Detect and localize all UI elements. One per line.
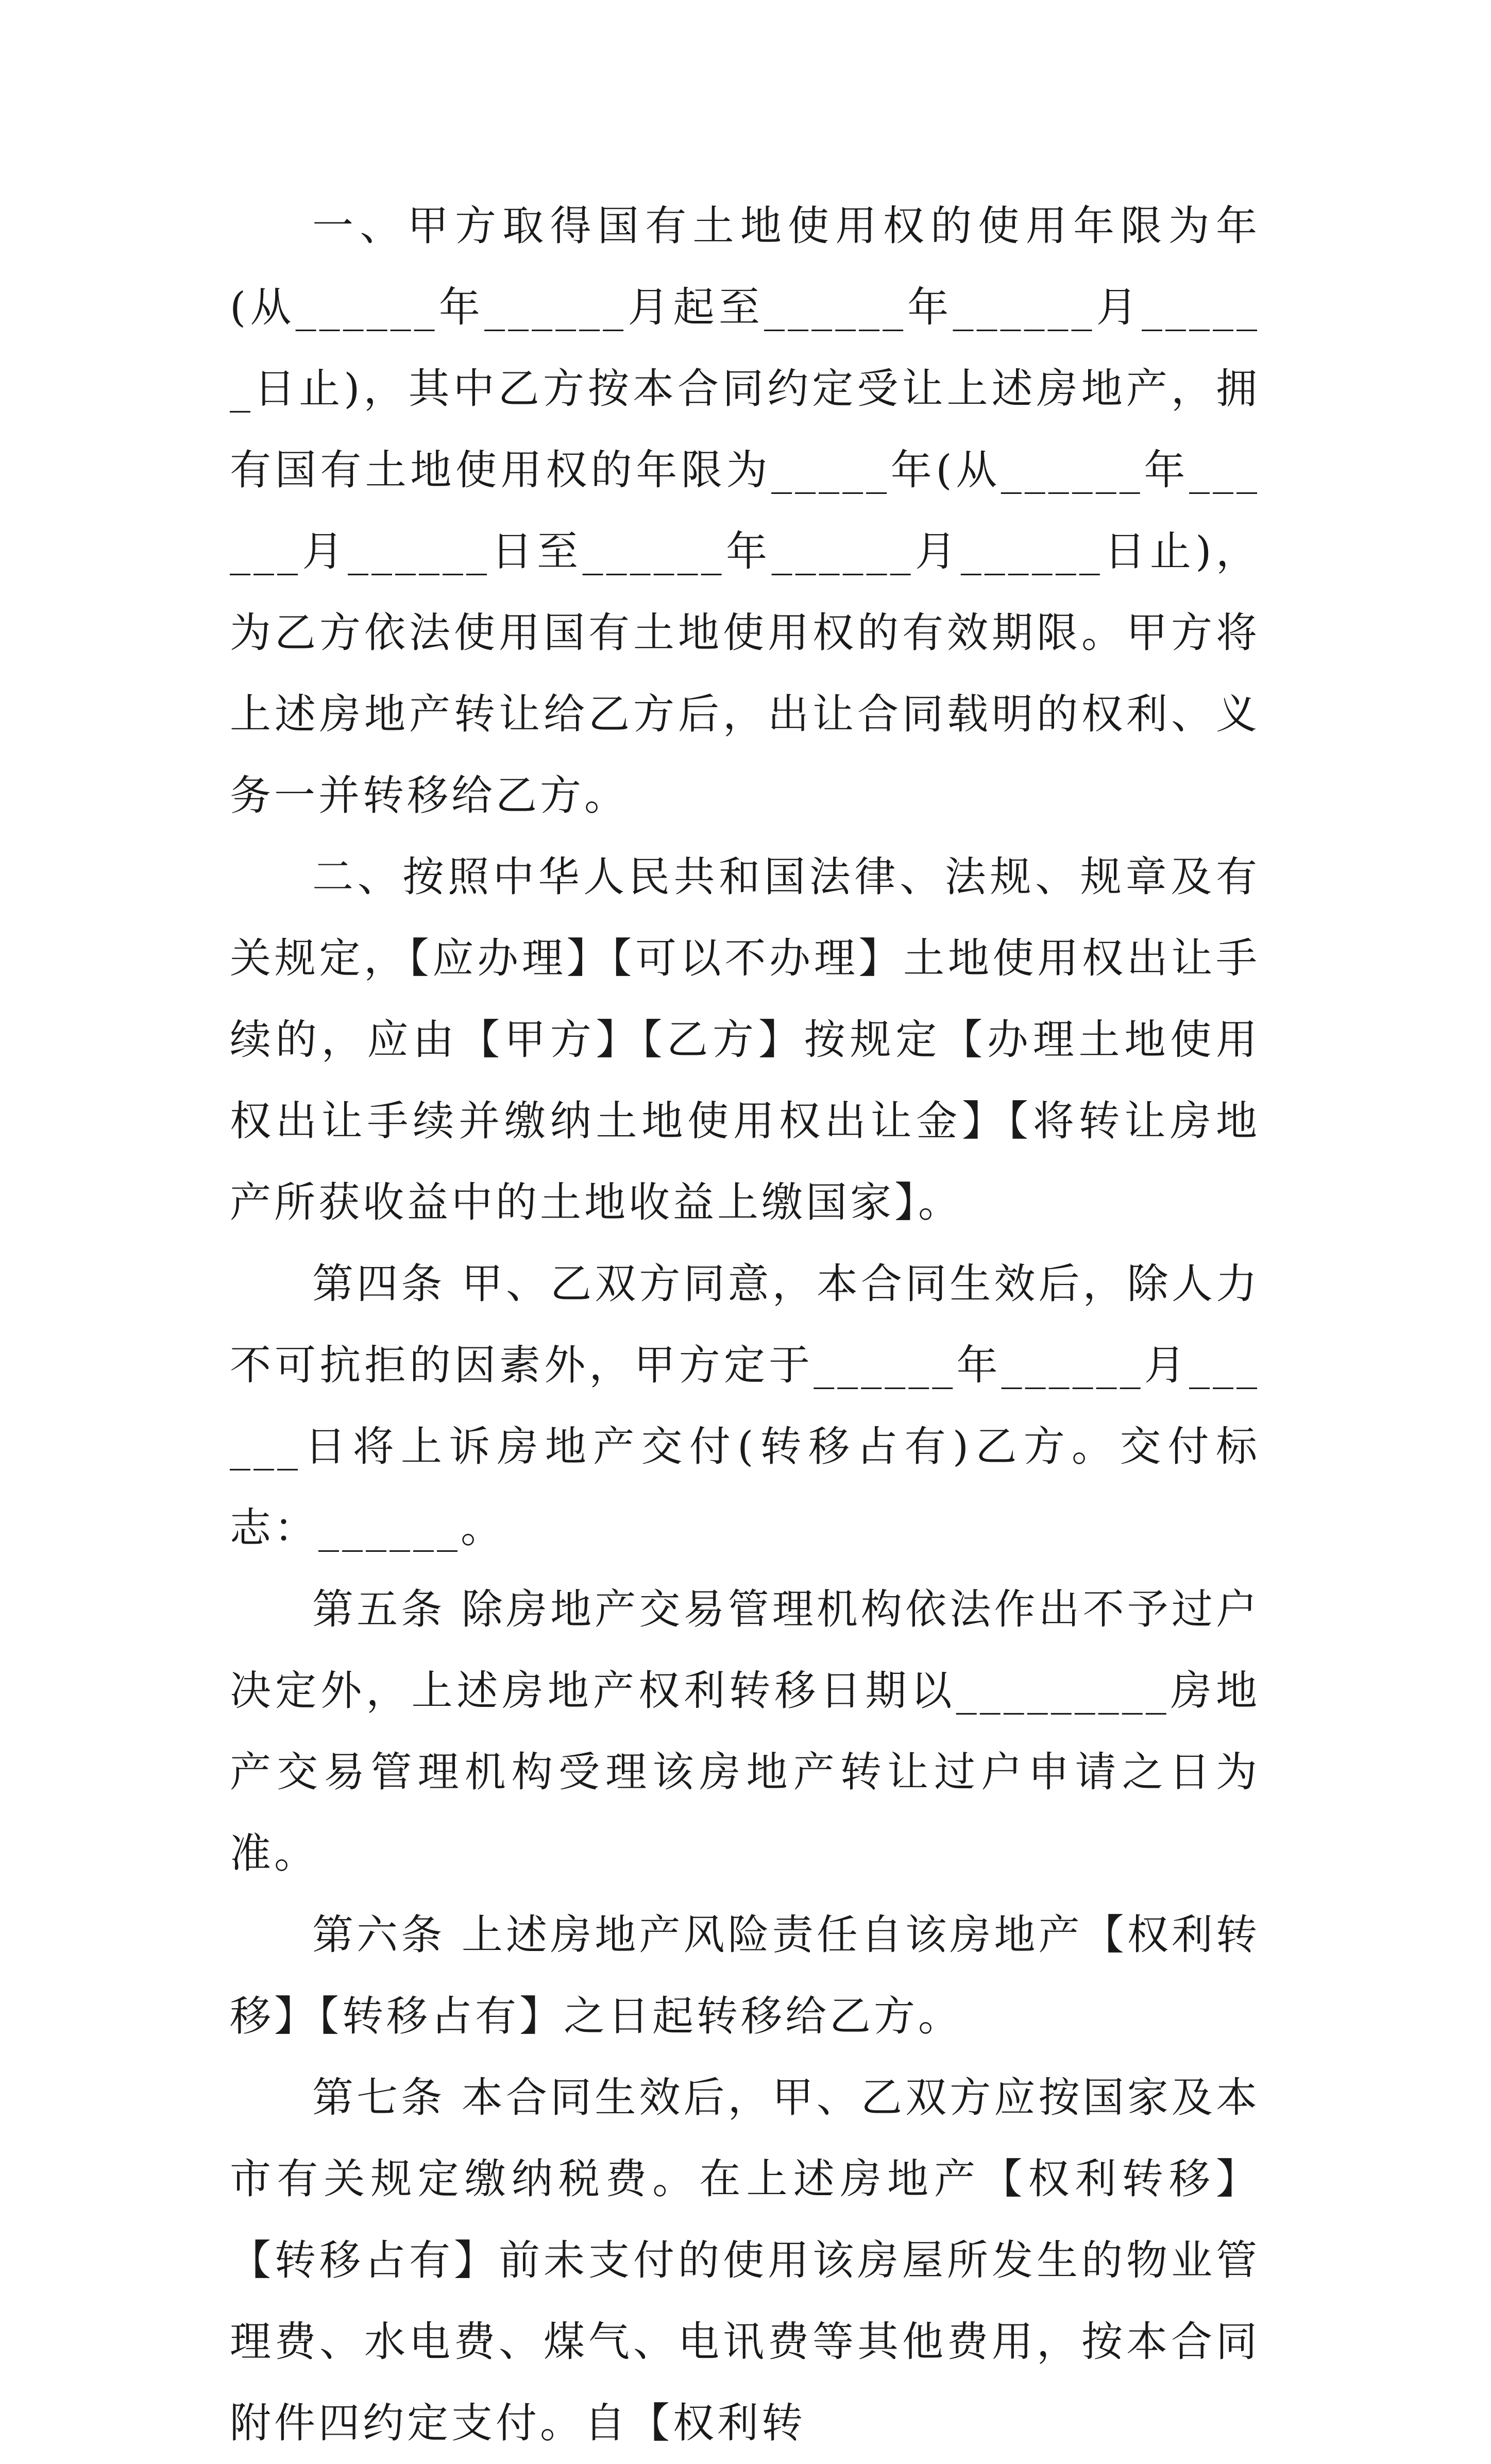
document-body xyxy=(230,185,1260,2464)
paragraph-article-5-transfer-date: 第五条 除房地产交易管理机构依法作出不予过户决定外，上述房地产权利转移日期以_________房地产交易管理机构受理该房地产转让过户申请之日为准。 xyxy=(230,1585,1260,1877)
paragraph-article-4-delivery: 第四条 甲、乙双方同意，本合同生效后，除人力不可抗拒的因素外，甲方定于______年______月______日将上诉房地产交付(转移占有)乙方。交付标志：______。 xyxy=(230,1260,1260,1552)
paragraph-transfer-procedures: 二、按照中华人民共和国法律、法规、规章及有关规定，【应办理】【可以不办理】土地使用权出让手续的，应由【甲方】【乙方】按规定【办理土地使用权出让手续并缴纳土地使用权出让金】【将转让房地产所获收益中的土地收益上缴国家】。 xyxy=(230,853,1260,1226)
paragraph-article-7-taxes: 第七条 本合同生效后，甲、乙双方应按国家及本市有关规定缴纳税费。在上述房地产【权利转移】【转移占有】前未支付的使用该房屋所发生的物业管理费、水电费、煤气、电讯费等其他费用，按本合同附件四约定支付。自【权利转 xyxy=(230,2074,1260,2447)
paragraph-land-use-term: 一、甲方取得国有土地使用权的使用年限为年(从______年______月起至______年______月______日止)，其中乙方按本合同约定受让上述房地产，拥有国有土地使用权的年限为_____年(从______年______月______日至______年______月______日止)，为乙方依法使用国有土地使用权的有效期限。甲方将上述房地产转让给乙方后，出让合同载明的权利、义务一并转移给乙方。 xyxy=(230,202,1260,819)
paragraph-article-6-risk: 第六条 上述房地产风险责任自该房地产【权利转移】【转移占有】之日起转移给乙方。 xyxy=(230,1911,1260,2040)
